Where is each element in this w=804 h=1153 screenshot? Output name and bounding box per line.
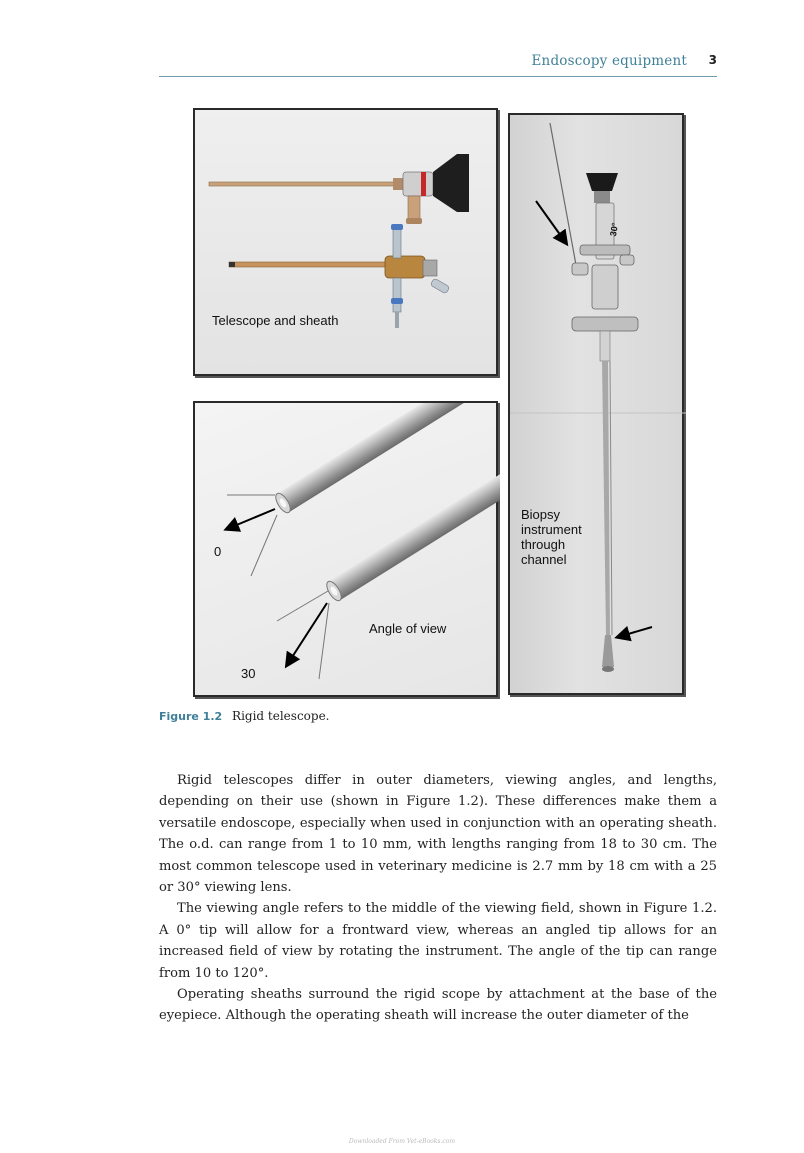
running-title: Endoscopy equipment (531, 53, 687, 69)
biopsy-instrument-label: Biopsy instrument through channel (521, 507, 582, 567)
figure-caption-label: Figure 1.2 (159, 710, 223, 723)
figure-panel-telescope-sheath (193, 108, 498, 376)
body-paragraph: The viewing angle refers to the middle of the viewing field, shown in Figure 1.2. A 0° tip will allow for a frontward view, whereas an angled tip allows for an increased field of view by rotating the instrument. The angle of the tip can range from 10 to 120°. (159, 901, 717, 981)
body-paragraph: Operating sheaths surround the rigid scope by attachment at the base of the eyepiece. Although the operating sheath will increase the outer diameter of the (159, 987, 717, 1024)
figure-panel-angle-of-view (193, 401, 498, 697)
download-watermark: Downloaded From Vet-eBooks.com (348, 1138, 456, 1145)
figure-caption-text: Rigid telescope. (232, 709, 330, 723)
page-number: 3 (708, 53, 717, 67)
figure-panel-biopsy-instrument (508, 113, 684, 695)
thirty-degree-label: 30 (241, 666, 256, 681)
body-text (159, 770, 717, 1027)
biopsy-scope-illustration (510, 115, 686, 697)
telescope-sheath-illustration (195, 110, 500, 378)
figure-caption (159, 709, 329, 723)
angle-of-view-label: Angle of view (369, 621, 447, 636)
angle-of-view-illustration (195, 403, 500, 699)
zero-degree-label: 0 (214, 544, 222, 559)
telescope-sheath-label: Telescope and sheath (212, 313, 339, 328)
body-paragraph: Rigid telescopes differ in outer diameters, viewing angles, and lengths, depending on their use (shown in Figure 1.2). These differences make them a versatile endoscope, especially when used in conjunction with an operating sheath. The o.d. can range from 1 to 10 mm, with lengths ranging from 18 to 30 cm. The most common telescope used in veterinary medicine is 2.7 mm by 18 cm with a 25 or 30° viewing lens. (159, 773, 717, 896)
running-header (159, 50, 717, 77)
scope-angle-mark: 30° (607, 221, 621, 238)
